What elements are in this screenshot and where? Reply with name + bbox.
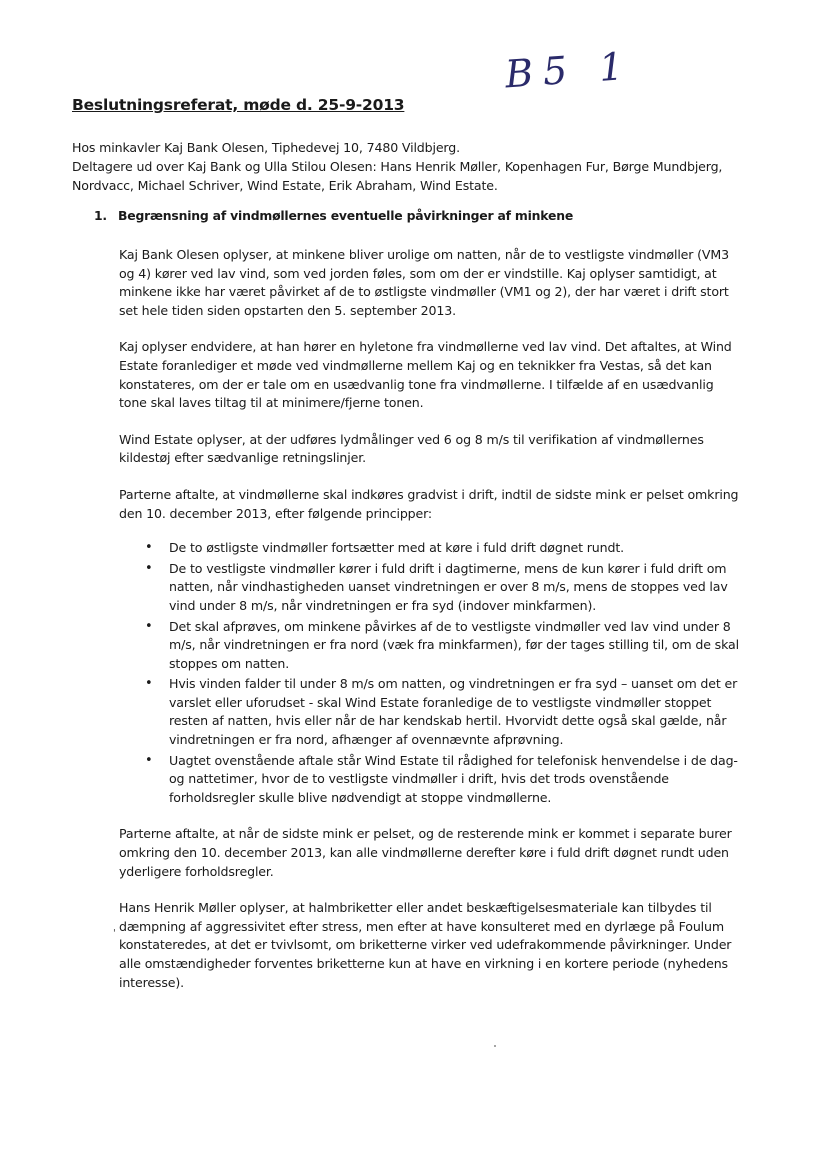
document-title: Beslutningsreferat, møde d. 25-9-2013 <box>72 96 405 114</box>
section-heading <box>94 208 573 223</box>
paragraph-mink-unrest: Kaj Bank Olesen oplyser, at minkene bliver urolige om natten, når de to vestligste vindmøller (VM3 og 4) kører ved lav vind, som ved jorden føles, som om der er vindstille. Kaj oplyser samtidigt, at minkene ikke har været påvirket af de to østligste vindmøller (VM1 og 2), der har været i drift stort set hele tiden siden opstarten den 5. september 2013. <box>119 247 729 318</box>
list-item: • Uagtet ovenstående aftale står Wind Estate til rådighed for telefonisk henvendelse i de dag- og nattetimer, hvor de to vestligste vindmøller i drift, hvis det trods ovenstående forholdsregler skulle blive nødvendigt at stoppe vindmøllerne. <box>169 752 744 808</box>
principles-list <box>119 539 744 807</box>
paragraph-straw-briquettes: Hans Henrik Møller oplyser, at halmbriketter eller andet beskæftigelsesmateriale kan tilbydes til dæmpning af aggressivitet efter stress, men efter at have konsulteret med en dyrlæge på Foulum konstateredes, at det er tvivlsomt, om briketterne virker ved udefrakommende påvirkninger. Under alle omstændigheder forventes briketterne kun at have en virkning i en kortere periode (nyhedens interesse). <box>119 900 732 990</box>
paragraph-tone: Kaj oplyser endvidere, at han hører en hyletone fra vindmøllerne ved lav vind. Det aftaltes, at Wind Estate foranlediger et møde ved vindmøllerne mellem Kaj og en teknikker fra Vestas, så det kan konstateres, om der er tale om en usædvanlig tone fra vindmøllerne. I tilfælde af en usædvanlig tone skal laves tiltag til at minimere/fjerne tonen. <box>119 339 732 411</box>
list-item: • De to østligste vindmøller fortsætter med at køre i fuld drift døgnet rundt. <box>169 539 744 558</box>
meeting-location: Hos minkavler Kaj Bank Olesen, Tiphedevej 10, 7480 Vildbjerg. <box>72 140 460 155</box>
meeting-participants: Deltagere ud over Kaj Bank og Ulla Stilou Olesen: Hans Henrik Møller, Kopenhagen Fur, Børge Mundbjerg, Nordvacc, Michael Schriver, Wind Estate, Erik Abraham, Wind Estate. <box>72 159 723 193</box>
list-item: • Hvis vinden falder til under 8 m/s om natten, og vindretningen er fra syd – uanset om det er varslet eller uforudset - skal Wind Estate foranledige de to vestligste vindmøller stoppet resten af natten, hvis eller når de har kendskab hertil. Hvorvidt dette også skal gælde, når vindretningen er fra nord, afhænger af ovennævnte afprøvning. <box>169 675 744 749</box>
section-body <box>119 246 744 1010</box>
paragraph-full-operation: Parterne aftalte, at når de sidste mink er pelset, og de resterende mink er kommet i separate burer omkring den 10. december 2013, kan alle vindmøllerne derefter køre i fuld drift døgnet rundt uden yderligere forholdsregler. <box>119 826 732 879</box>
section-number: 1. <box>94 208 107 223</box>
scan-mark: ' <box>113 928 116 939</box>
list-item: • Det skal afprøves, om minkene påvirkes af de to vestligste vindmøller ved lav vind under 8 m/s, når vindretningen er fra nord (væk fra minkfarmen), før der tages stilling til, om de skal stoppes om natten. <box>169 618 744 674</box>
meeting-intro <box>72 138 772 195</box>
paragraph-sound-measurements: Wind Estate oplyser, at der udføres lydmålinger ved 6 og 8 m/s til verifikation af vindmøllernes kildestøj efter sædvanlige retningslinjer. <box>119 431 704 466</box>
handwritten-annotation: B5 1 <box>503 43 635 97</box>
section-title: Begrænsning af vindmøllernes eventuelle påvirkninger af minkene <box>118 208 574 223</box>
scan-speck <box>494 1045 496 1047</box>
list-item: • De to vestligste vindmøller kører i fuld drift i dagtimerne, mens de kun kører i fuld drift om natten, når vindhastigheden uanset vindretningen er over 8 m/s, mens de stoppes ved lav vind under 8 m/s, når vindretningen er fra syd (indover minkfarmen). <box>169 560 744 616</box>
paragraph-gradual-operation: Parterne aftalte, at vindmøllerne skal indkøres gradvist i drift, indtil de sidste mink er pelset omkring den 10. december 2013, efter følgende principper: <box>119 486 739 521</box>
